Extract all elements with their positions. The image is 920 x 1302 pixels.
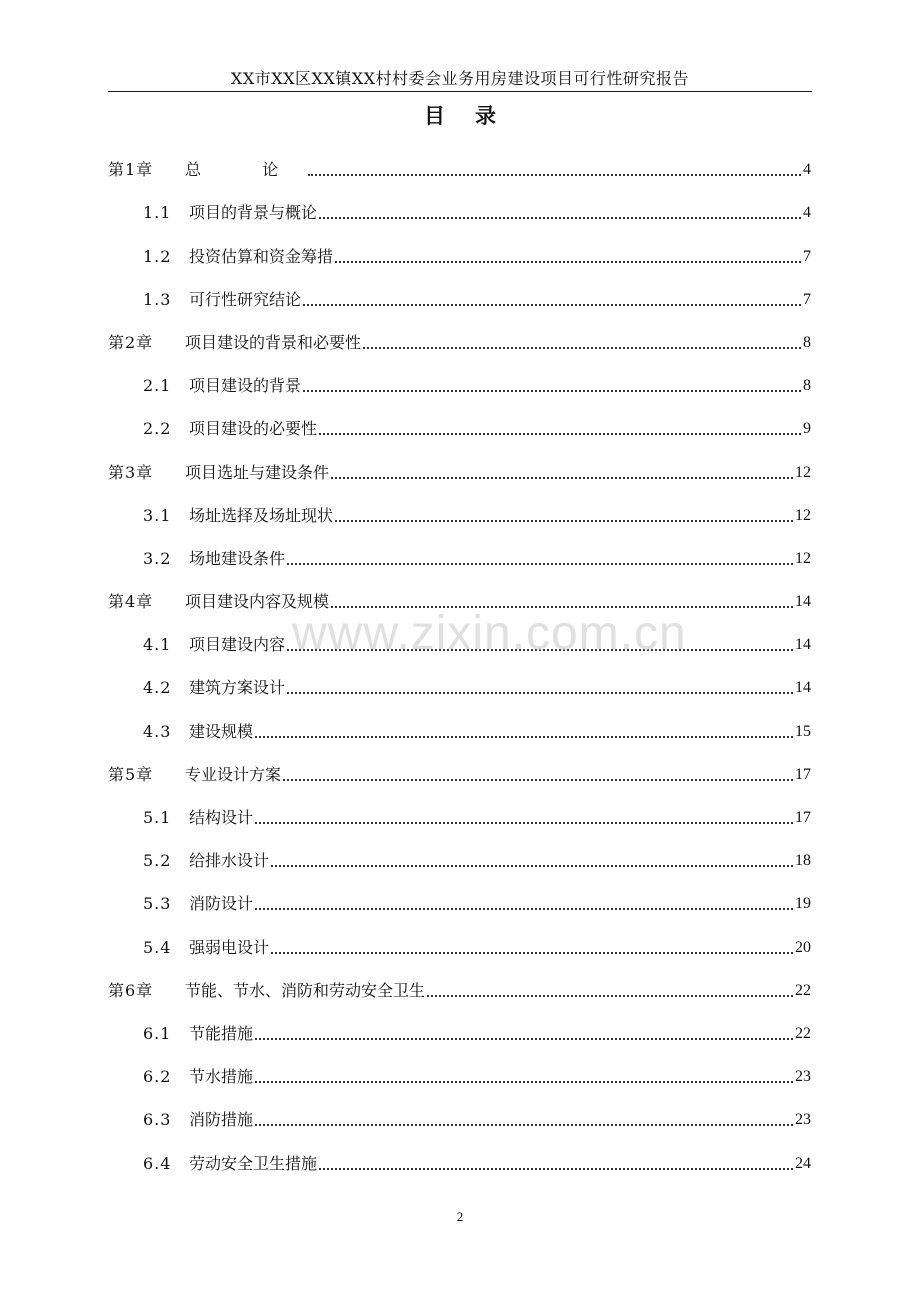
- toc-entry-page: 8: [803, 377, 811, 395]
- toc-section-entry[interactable]: [108, 487, 811, 530]
- toc-dot-leader: [303, 390, 801, 392]
- toc-entry-label: 节能措施: [189, 1023, 254, 1043]
- toc-entry-label: 项目建设内容: [189, 635, 286, 655]
- toc-section-entry[interactable]: [108, 875, 811, 918]
- toc-section-entry[interactable]: [108, 1005, 811, 1048]
- toc-entry-label: 给排水设计: [189, 851, 270, 871]
- toc-entry-number: 5.2: [143, 851, 172, 871]
- toc-entry-page: 14: [795, 636, 811, 654]
- toc-entry-number: 4.2: [143, 678, 172, 698]
- toc-entry-page: 4: [803, 161, 811, 179]
- toc-chapter-entry[interactable]: [108, 443, 811, 486]
- toc-entry-page: 12: [795, 506, 811, 524]
- toc-entry-number: 第5章: [108, 764, 154, 784]
- toc-entry-number: 第4章: [108, 592, 154, 612]
- toc-entry-page: 15: [795, 722, 811, 740]
- toc-dot-leader: [283, 779, 793, 781]
- toc-entry-number: 1.3: [143, 289, 172, 309]
- toc-entry-page: 12: [795, 549, 811, 567]
- toc-entry-label: 可行性研究结论: [189, 289, 302, 309]
- toc-dot-leader: [335, 261, 801, 263]
- toc-entry-page: 7: [803, 247, 811, 265]
- toc-dot-leader: [319, 217, 801, 219]
- toc-entry-page: 14: [795, 679, 811, 697]
- toc-entry-page: 9: [803, 420, 811, 438]
- toc-entry-label: 场址选择及场址现状: [189, 505, 334, 525]
- toc-entry-page: 24: [795, 1154, 811, 1172]
- toc-entry-number: 4.1: [143, 635, 172, 655]
- toc-entry-number: 2.1: [143, 376, 172, 396]
- toc-entry-number: 1.1: [143, 203, 172, 223]
- toc-section-entry[interactable]: [108, 227, 811, 270]
- toc-entry-label: 项目的背景与概论: [189, 203, 318, 223]
- toc-section-entry[interactable]: [108, 1091, 811, 1134]
- toc-entry-label: 消防设计: [189, 894, 254, 914]
- toc-section-entry[interactable]: [108, 271, 811, 314]
- toc-entry-label: 建筑方案设计: [189, 678, 286, 698]
- page-number: 2: [456, 1209, 464, 1224]
- toc-entry-page: 12: [795, 463, 811, 481]
- toc-dot-leader: [303, 304, 801, 306]
- toc-entry-label: 项目选址与建设条件: [185, 462, 330, 482]
- toc-entry-label: 结构设计: [189, 808, 254, 827]
- toc-chapter-entry[interactable]: [108, 141, 811, 184]
- toc-chapter-entry[interactable]: [108, 314, 811, 357]
- toc-entry-page: 17: [795, 765, 811, 783]
- toc-section-entry[interactable]: [108, 357, 811, 400]
- toc-dot-leader: [255, 1124, 793, 1126]
- toc-entry-number: 第3章: [108, 462, 154, 482]
- toc-dot-leader: [255, 822, 793, 824]
- toc-entry-number: 5.1: [143, 808, 172, 827]
- toc-section-entry[interactable]: [108, 530, 811, 573]
- toc-entry-label: 节水措施: [189, 1067, 254, 1087]
- toc-section-entry[interactable]: [108, 1134, 811, 1177]
- toc-entry-label: 强弱电设计: [189, 937, 270, 957]
- toc-dot-leader: [271, 865, 793, 867]
- toc-section-entry[interactable]: [108, 832, 811, 875]
- toc-dot-leader: [271, 952, 793, 954]
- toc-entry-page: 7: [803, 290, 811, 308]
- toc-entry-page: 8: [803, 333, 811, 351]
- toc-chapter-entry[interactable]: [108, 962, 811, 1005]
- toc-section-entry[interactable]: [108, 918, 811, 961]
- toc-dot-leader: [335, 520, 793, 522]
- toc-entry-number: 6.4: [143, 1153, 172, 1173]
- toc-entry-page: 14: [795, 593, 811, 611]
- toc-entry-label: 项目建设的背景和必要性: [185, 332, 362, 352]
- toc-entry-number: 第1章: [108, 160, 154, 180]
- toc-entry-number: 5.4: [143, 937, 172, 957]
- toc-entry-page: 22: [795, 981, 811, 999]
- toc-dot-leader: [287, 563, 793, 565]
- toc-entry-number: 3.1: [143, 505, 172, 525]
- toc-entry-number: 6.3: [143, 1110, 172, 1130]
- toc-entry-label: 专业设计方案: [185, 764, 282, 784]
- toc-entry-number: 3.2: [143, 548, 172, 568]
- toc-title-right: 录: [475, 103, 496, 128]
- toc-entry-page: 22: [795, 1024, 811, 1042]
- toc-entry-number: 6.1: [143, 1023, 172, 1043]
- toc-dot-leader: [363, 347, 801, 349]
- toc-entry-number: 第2章: [108, 332, 154, 352]
- document-header: XX市XX区XX镇XX村村委会业务用房建设项目可行性研究报告: [230, 69, 690, 88]
- toc-entry-page: 19: [795, 895, 811, 913]
- toc-entry-label: 场地建设条件: [189, 548, 286, 568]
- toc-entry-number: 1.2: [143, 246, 172, 266]
- toc-entry-page: 17: [795, 809, 811, 826]
- toc-dot-leader: [427, 995, 793, 997]
- toc-dot-leader: [255, 736, 793, 738]
- toc-dot-leader: [308, 174, 801, 176]
- toc-section-entry[interactable]: [108, 1048, 811, 1091]
- toc-entry-page: 18: [795, 852, 811, 870]
- toc-section-entry[interactable]: [108, 400, 811, 443]
- toc-section-entry[interactable]: [108, 659, 811, 702]
- toc-entry-page: 20: [795, 938, 811, 956]
- toc-entry-number: 5.3: [143, 894, 172, 914]
- toc-dot-leader: [331, 477, 793, 479]
- toc-entry-label: 节能、节水、消防和劳动安全卫生: [185, 980, 426, 1000]
- toc-entry-page: 4: [803, 204, 811, 222]
- toc-section-entry[interactable]: [108, 184, 811, 227]
- toc-entry-label: 劳动安全卫生措施: [189, 1153, 318, 1173]
- watermark: www.zixin.com.cn: [292, 607, 687, 660]
- toc-dot-leader: [255, 1038, 793, 1040]
- toc-entry-label: 建设规模: [189, 721, 254, 741]
- toc-entry-label: 项目建设的背景: [189, 376, 302, 396]
- toc-entry-number: 2.2: [143, 419, 172, 439]
- header-rule: [108, 91, 812, 92]
- toc-entry-page: 23: [795, 1111, 811, 1129]
- toc-chapter-entry[interactable]: [108, 746, 811, 789]
- toc-entry-page: 23: [795, 1068, 811, 1086]
- toc-entry-label: 投资估算和资金筹措: [189, 246, 334, 266]
- toc-dot-leader: [319, 1168, 793, 1170]
- toc-title: [0, 100, 920, 130]
- toc-title-left: 目: [424, 103, 445, 128]
- toc-dot-leader: [255, 908, 793, 910]
- toc-dot-leader: [287, 692, 793, 694]
- toc-section-entry[interactable]: [108, 702, 811, 745]
- toc-dot-leader: [255, 1081, 793, 1083]
- toc-dot-leader: [319, 433, 801, 435]
- toc-entry-number: 6.2: [143, 1067, 172, 1087]
- toc-entry-label: 消防措施: [189, 1110, 254, 1130]
- toc-entry-label: 项目建设的必要性: [189, 419, 318, 439]
- toc-section-entry[interactable]: [108, 789, 811, 832]
- toc-entry-number: 4.3: [143, 721, 172, 741]
- toc-entry-number: 第6章: [108, 980, 154, 1000]
- toc-entry-label: 总 论: [185, 160, 307, 180]
- toc-entry-label: 项目建设内容及规模: [185, 592, 330, 612]
